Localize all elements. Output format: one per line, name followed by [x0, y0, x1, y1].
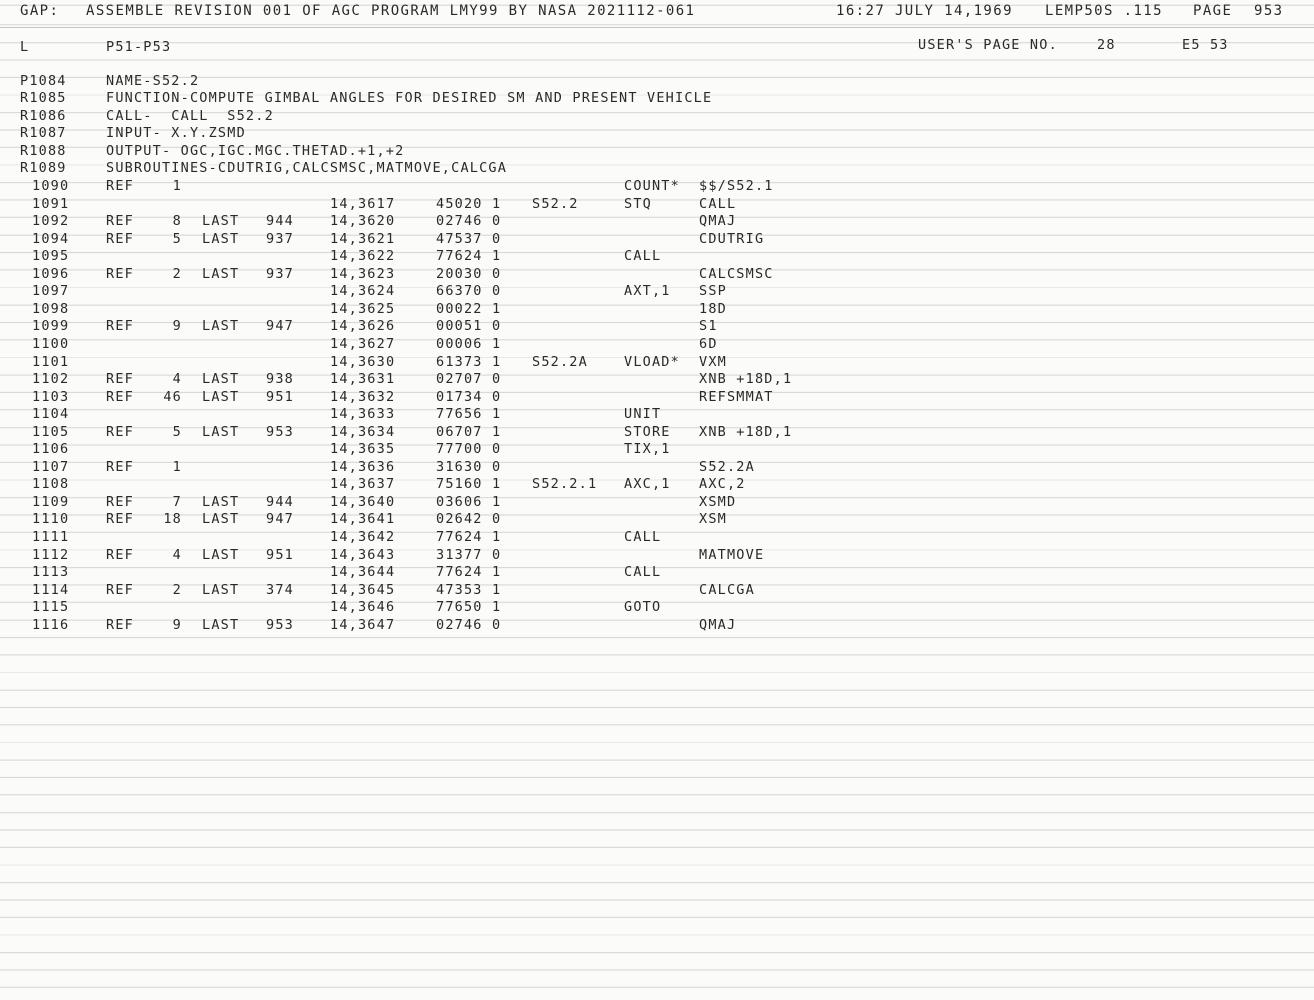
memory-address: 14,3635 [330, 441, 396, 458]
opcode: AXC,1 [624, 476, 671, 493]
ref-keyword: REF [106, 318, 134, 335]
operand: QMAJ [699, 616, 737, 633]
line-number: 1092 [32, 213, 70, 230]
ref-keyword: REF [106, 493, 134, 510]
memory-address: 14,3621 [330, 230, 396, 247]
last-page: 951 [266, 546, 294, 563]
log-section: P51-P53 [106, 39, 172, 55]
octal-code: 06707 1 [436, 423, 502, 440]
line-number: 1100 [32, 335, 70, 352]
memory-address: 14,3636 [330, 458, 396, 475]
operand: XNB +18D,1 [699, 423, 793, 440]
header-rule [0, 27, 1314, 28]
operand: SSP [699, 283, 727, 300]
line-number: 1106 [32, 441, 70, 458]
comment-line-number: P1084 [20, 73, 67, 89]
ref-count: 9 [172, 616, 182, 633]
operand: S1 [699, 318, 718, 335]
last-keyword: LAST [202, 265, 240, 282]
octal-code: 77624 1 [436, 248, 502, 265]
octal-code: 03606 1 [436, 493, 502, 510]
last-page: 944 [266, 493, 294, 510]
memory-address: 14,3620 [330, 213, 396, 230]
last-page: 953 [266, 616, 294, 633]
octal-code: 75160 1 [436, 476, 502, 493]
ref-count: 4 [172, 371, 182, 388]
source-label: S52.2.1 [532, 476, 598, 493]
line-number: 1098 [32, 300, 70, 317]
line-number: 1101 [32, 353, 70, 370]
memory-address: 14,3624 [330, 283, 396, 300]
last-keyword: LAST [202, 511, 240, 528]
memory-address: 14,3641 [330, 511, 396, 528]
operand: CDUTRIG [699, 230, 765, 247]
operand: CALCGA [699, 581, 755, 598]
last-page: 947 [266, 511, 294, 528]
comment-text: FUNCTION-COMPUTE GIMBAL ANGLES FOR DESIRED SM AND PRESENT VEHICLE [106, 90, 713, 107]
memory-address: 14,3647 [330, 616, 396, 633]
users-page-label: USER'S PAGE NO. [918, 37, 1058, 53]
comment-line-number: R1087 [20, 125, 67, 142]
octal-code: 61373 1 [436, 353, 502, 370]
last-keyword: LAST [202, 371, 240, 388]
comment-text: OUTPUT- OGC,IGC.MGC.THETAD.+1,+2 [106, 142, 405, 159]
octal-code: 31630 0 [436, 458, 502, 475]
memory-address: 14,3633 [330, 406, 396, 423]
ref-count: 7 [172, 493, 182, 510]
line-number: 1096 [32, 265, 70, 282]
page-label: PAGE [1193, 3, 1233, 19]
opcode: VLOAD* [624, 353, 680, 370]
operand: XSMD [699, 493, 737, 510]
memory-address: 14,3630 [330, 353, 396, 370]
operand: CALCSMSC [699, 265, 774, 282]
ref-count: 1 [172, 178, 182, 194]
last-keyword: LAST [202, 616, 240, 633]
line-number: 1116 [32, 616, 70, 633]
operand: REFSMMAT [699, 388, 774, 405]
octal-code: 02746 0 [436, 616, 502, 633]
line-number: 1111 [32, 529, 70, 545]
operand: S52.2A [699, 458, 755, 475]
ref-count: 5 [172, 423, 182, 440]
memory-address: 14,3634 [330, 423, 396, 440]
last-page: 947 [266, 318, 294, 335]
operand: MATMOVE [699, 546, 765, 563]
last-page: 944 [266, 213, 294, 230]
ref-keyword: REF [106, 511, 134, 528]
octal-code: 00022 1 [436, 300, 502, 317]
last-keyword: LAST [202, 423, 240, 440]
octal-code: 77650 1 [436, 599, 502, 616]
opcode: CALL [624, 529, 662, 545]
memory-address: 14,3640 [330, 493, 396, 510]
comment-line-number: R1089 [20, 160, 67, 176]
line-number: 1102 [32, 371, 70, 388]
line-number: 1095 [32, 248, 70, 265]
octal-code: 01734 0 [436, 388, 502, 405]
octal-code: 02707 0 [436, 371, 502, 388]
operand: XSM [699, 511, 727, 528]
comment-line-number: R1086 [20, 107, 67, 124]
memory-address: 14,3617 [330, 195, 396, 212]
last-page: 953 [266, 423, 294, 440]
line-number: 1104 [32, 406, 70, 423]
ref-count: 4 [172, 546, 182, 563]
octal-code: 77624 1 [436, 529, 502, 545]
ref-keyword: REF [106, 213, 134, 230]
last-keyword: LAST [202, 493, 240, 510]
octal-code: 77624 1 [436, 564, 502, 581]
last-page: 374 [266, 581, 294, 598]
operand: QMAJ [699, 213, 737, 230]
opcode: STQ [624, 195, 652, 212]
operand: 6D [699, 335, 718, 352]
octal-code: 00006 1 [436, 335, 502, 352]
ref-count: 1 [172, 458, 182, 475]
ref-count: 5 [172, 230, 182, 247]
line-number: 1108 [32, 476, 70, 493]
ref-keyword: REF [106, 581, 134, 598]
octal-code: 47537 0 [436, 230, 502, 247]
comment-text: CALL- CALL S52.2 [106, 107, 274, 124]
line-number: 1110 [32, 511, 70, 528]
last-page: 951 [266, 388, 294, 405]
comment-text: NAME-S52.2 [106, 73, 200, 89]
timestamp: 16:27 JULY 14,1969 [836, 3, 1013, 19]
octal-code: 45020 1 [436, 195, 502, 212]
octal-code: 02642 0 [436, 511, 502, 528]
memory-address: 14,3626 [330, 318, 396, 335]
memory-address: 14,3642 [330, 529, 396, 545]
ref-keyword: REF [106, 458, 134, 475]
memory-address: 14,3631 [330, 371, 396, 388]
page-number: 953 [1254, 3, 1284, 19]
ref-keyword: REF [106, 616, 134, 633]
opcode: AXT,1 [624, 283, 671, 300]
ref-keyword: REF [106, 178, 134, 194]
memory-address: 14,3632 [330, 388, 396, 405]
memory-address: 14,3643 [330, 546, 396, 563]
operand: $$/S52.1 [699, 178, 774, 194]
octal-code: 77656 1 [436, 406, 502, 423]
last-keyword: LAST [202, 546, 240, 563]
line-number: 1105 [32, 423, 70, 440]
last-page: 937 [266, 230, 294, 247]
line-number: 1109 [32, 493, 70, 510]
ref-count: 9 [172, 318, 182, 335]
line-number: 1099 [32, 318, 70, 335]
last-page: 938 [266, 371, 294, 388]
memory-address: 14,3625 [330, 300, 396, 317]
operand: CALL [699, 195, 737, 212]
opcode: TIX,1 [624, 441, 671, 458]
memory-address: 14,3645 [330, 581, 396, 598]
line-number: 1094 [32, 230, 70, 247]
ref-keyword: REF [106, 265, 134, 282]
line-number: 1107 [32, 458, 70, 475]
ref-keyword: REF [106, 546, 134, 563]
opcode: CALL [624, 564, 662, 581]
assembly-title: ASSEMBLE REVISION 001 OF AGC PROGRAM LMY99 BY NASA 2021112-061 [86, 3, 696, 19]
last-keyword: LAST [202, 230, 240, 247]
comment-text: INPUT- X.Y.ZSMD [106, 125, 246, 142]
run-id: LEMP50S .115 [1045, 3, 1163, 19]
opcode: CALL [624, 248, 662, 265]
gap-label: GAP: [20, 3, 60, 19]
users-page-number: 28 [1097, 37, 1116, 53]
octal-code: 02746 0 [436, 213, 502, 230]
operand: XNB +18D,1 [699, 371, 793, 388]
ref-count: 8 [172, 213, 182, 230]
source-label: S52.2A [532, 353, 588, 370]
octal-code: 66370 0 [436, 283, 502, 300]
octal-code: 31377 0 [436, 546, 502, 563]
ref-count: 2 [172, 581, 182, 598]
ref-count: 18 [163, 511, 182, 528]
last-page: 937 [266, 265, 294, 282]
operand: AXC,2 [699, 476, 746, 493]
comment-text: SUBROUTINES-CDUTRIG,CALCSMSC,MATMOVE,CALCGA [106, 160, 508, 176]
line-number: 1091 [32, 195, 70, 212]
octal-code: 77700 0 [436, 441, 502, 458]
memory-address: 14,3627 [330, 335, 396, 352]
line-number: 1103 [32, 388, 70, 405]
opcode: UNIT [624, 406, 662, 423]
opcode: GOTO [624, 599, 662, 616]
section-code: E5 53 [1182, 37, 1229, 53]
memory-address: 14,3646 [330, 599, 396, 616]
last-keyword: LAST [202, 388, 240, 405]
last-keyword: LAST [202, 581, 240, 598]
comment-line-number: R1088 [20, 142, 67, 159]
memory-address: 14,3623 [330, 265, 396, 282]
operand: 18D [699, 300, 727, 317]
ref-count: 2 [172, 265, 182, 282]
listing-marker: L [20, 39, 30, 55]
last-keyword: LAST [202, 318, 240, 335]
comment-line-number: R1085 [20, 90, 67, 107]
opcode: COUNT* [624, 178, 680, 194]
octal-code: 00051 0 [436, 318, 502, 335]
ref-keyword: REF [106, 230, 134, 247]
line-number: 1090 [32, 178, 70, 194]
memory-address: 14,3637 [330, 476, 396, 493]
ref-count: 46 [163, 388, 182, 405]
operand: VXM [699, 353, 727, 370]
line-number: 1112 [32, 546, 70, 563]
ref-keyword: REF [106, 371, 134, 388]
opcode: STORE [624, 423, 671, 440]
memory-address: 14,3644 [330, 564, 396, 581]
memory-address: 14,3622 [330, 248, 396, 265]
ref-keyword: REF [106, 388, 134, 405]
last-keyword: LAST [202, 213, 240, 230]
octal-code: 47353 1 [436, 581, 502, 598]
line-number: 1097 [32, 283, 70, 300]
octal-code: 20030 0 [436, 265, 502, 282]
line-number: 1113 [32, 564, 70, 581]
line-number: 1115 [32, 599, 70, 616]
source-label: S52.2 [532, 195, 579, 212]
ref-keyword: REF [106, 423, 134, 440]
line-number: 1114 [32, 581, 70, 598]
